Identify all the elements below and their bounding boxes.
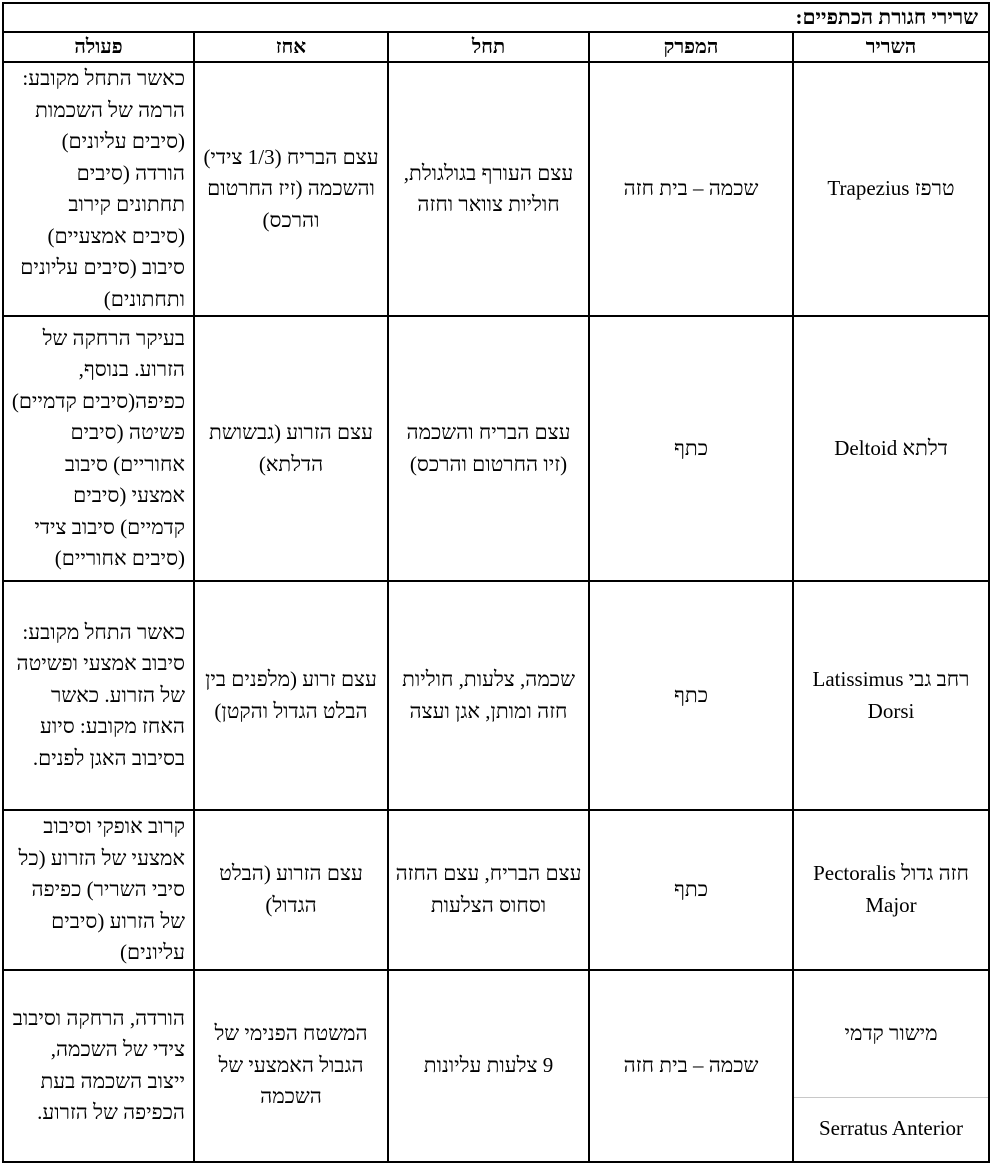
table-row (3, 810, 989, 970)
muscle-cell: רחב גבי Latissimus Dorsi (793, 581, 989, 810)
muscle-name-hebrew: מישור קדמי (794, 971, 988, 1098)
table-caption: שרירי חגורת הכתפיים: (3, 3, 989, 32)
action-cell: בעיקר הרחקה של הזרוע. בנוסף, כפיפה(סיבים קדמיים) פשיטה (סיבים אחוריים) סיבוב אמצעי (סיבים קדמיים) סיבוב צידי (סיבים אחוריים) (3, 316, 194, 581)
action-cell: הורדה, הרחקה וסיבוב צידי של השכמה, ייצוב השכמה בעת הכפיפה של הזרוע. (3, 970, 194, 1162)
header-row (3, 32, 989, 62)
joint-cell: כתף (589, 316, 793, 581)
origin-cell: עצם הבריח והשכמה (זיו החרטום והרכס) (388, 316, 589, 581)
caption-row (3, 3, 989, 32)
insertion-cell: עצם זרוע (מלפנים בין הבלט הגדול והקטן) (194, 581, 388, 810)
table-row (3, 62, 989, 316)
muscle-name-english: Serratus Anterior (819, 1116, 964, 1141)
header-origin: תחל (388, 32, 589, 62)
insertion-cell: עצם הזרוע (גבשושת הדלתא) (194, 316, 388, 581)
origin-cell: שכמה, צלעות, חוליות חזה ומותן, אגן ועצה (388, 581, 589, 810)
insertion-cell: המשטח הפנימי של הגבול האמצעי של השכמה (194, 970, 388, 1162)
origin-cell: עצם העורף בגולגולת, חוליות צוואר וחזה (388, 62, 589, 316)
insertion-cell: עצם הזרוע (הבלט הגדול) (194, 810, 388, 970)
table-row (3, 581, 989, 810)
muscle-cell: טרפז Trapezius (793, 62, 989, 316)
muscle-cell: דלתא Deltoid (793, 316, 989, 581)
joint-cell: שכמה – בית חזה (589, 970, 793, 1162)
action-cell: כאשר התחל מקובע: סיבוב אמצעי ופשיטה של הזרוע. כאשר האחז מקובע: סיוע בסיבוב האגן לפנים. (3, 581, 194, 810)
table-row (3, 316, 989, 581)
insertion-cell: עצם הבריח (1/3 צידי) והשכמה (זיז החרטום והרכס) (194, 62, 388, 316)
header-insertion: אחז (194, 32, 388, 62)
action-cell: כאשר התחל מקובע: הרמה של השכמות (סיבים עליונים) הורדה (סיבים תחתונים קירוב (סיבים אמצעיים) סיבוב (סיבים עליונים ותחתונים) (3, 62, 194, 316)
table-row (3, 970, 989, 1162)
muscle-name-split (794, 971, 988, 1161)
header-muscle: השריר (793, 32, 989, 62)
header-joint: המפרק (589, 32, 793, 62)
header-action: פעולה (3, 32, 194, 62)
shoulder-girdle-muscles-table (2, 2, 990, 1163)
muscle-cell (793, 970, 989, 1162)
joint-cell: כתף (589, 810, 793, 970)
muscle-cell: חזה גדול Pectoralis Major (793, 810, 989, 970)
origin-cell: 9 צלעות עליונות (388, 970, 589, 1162)
joint-cell: שכמה – בית חזה (589, 62, 793, 316)
joint-cell: כתף (589, 581, 793, 810)
action-cell: קרוב אופקי וסיבוב אמצעי של הזרוע (כל סיבי השריר) כפיפה של הזרוע (סיבים עליונים) (3, 810, 194, 970)
origin-cell: עצם הבריח, עצם החזה וסחוס הצלעות (388, 810, 589, 970)
